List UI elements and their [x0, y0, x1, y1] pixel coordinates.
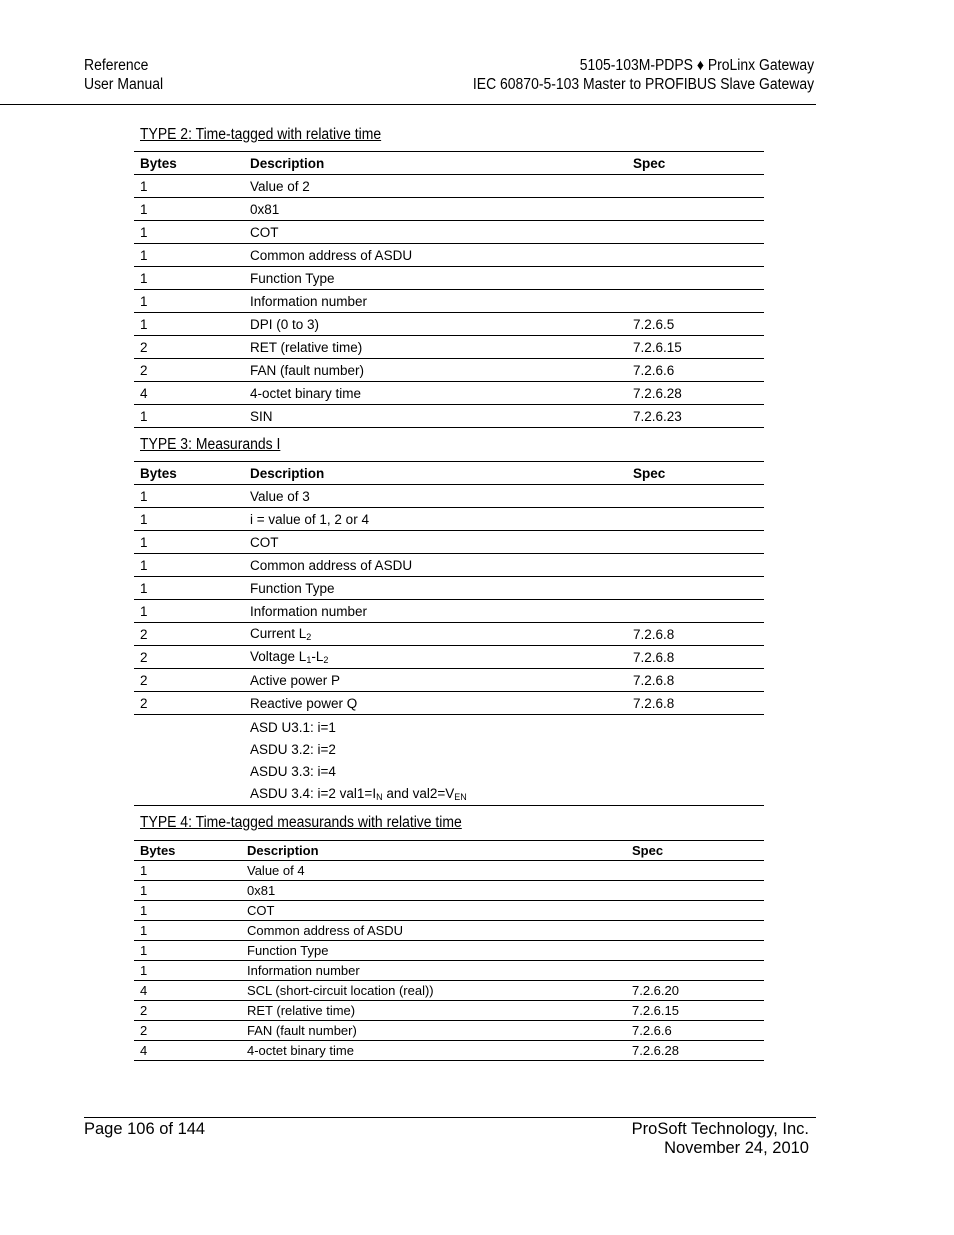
- cell-description: Information number: [247, 963, 360, 978]
- cell-bytes: 1: [140, 178, 148, 194]
- cell-spec: 7.2.6.6: [632, 1023, 672, 1038]
- cell-bytes: 1: [140, 201, 148, 217]
- cell-spec: 7.2.6.15: [632, 1003, 679, 1018]
- cell-description: Value of 2: [250, 178, 310, 194]
- cell-spec: [627, 175, 764, 198]
- cell-bytes: 4: [140, 1043, 148, 1058]
- cell-spec: [627, 290, 764, 313]
- cell-description: COT: [250, 224, 279, 240]
- note-line: ASDU 3.3: i=4: [250, 764, 336, 779]
- cell-description: Reactive power Q: [250, 695, 358, 711]
- table-row: [134, 577, 764, 600]
- cell-spec: 7.2.6.15: [633, 339, 682, 355]
- cell-spec: [627, 267, 764, 290]
- cell-description: Common address of ASDU: [250, 557, 413, 573]
- cell-description: Information number: [250, 603, 368, 619]
- column-header-description: Description: [250, 465, 325, 481]
- cell-description: Common address of ASDU: [247, 923, 404, 938]
- header-product-desc: IEC 60870-5-103 Master to PROFIBUS Slave Gateway: [472, 76, 814, 93]
- cell-spec: [627, 221, 764, 244]
- cell-description: Information number: [250, 293, 368, 309]
- cell-bytes: 2: [140, 672, 148, 688]
- type2-table: [134, 151, 764, 428]
- table-row: [134, 336, 764, 359]
- cell-spec: [626, 921, 764, 941]
- cell-bytes: 1: [140, 963, 148, 978]
- cell-description: Current $L_2$: [250, 626, 312, 642]
- cell-bytes: 4: [140, 385, 148, 401]
- table-header-row: [134, 462, 764, 485]
- table-row: [134, 1041, 764, 1061]
- table-row: [134, 267, 764, 290]
- cell-spec: [626, 881, 764, 901]
- table-row-notes: [134, 715, 764, 806]
- publish-date: November 24, 2010: [664, 1139, 809, 1157]
- header-divider: [0, 104, 816, 105]
- cell-description: 0x81: [247, 883, 276, 898]
- column-header-spec: Spec: [632, 843, 664, 858]
- table-row: [134, 600, 764, 623]
- table-row: [134, 508, 764, 531]
- cell-bytes: 2: [140, 339, 148, 355]
- cell-bytes: 2: [140, 626, 148, 642]
- cell-spec: [626, 901, 764, 921]
- cell-spec: 7.2.6.23: [633, 408, 682, 424]
- type3-table: [134, 461, 764, 806]
- cell-bytes: 1: [140, 247, 148, 263]
- cell-bytes: 2: [140, 362, 148, 378]
- cell-bytes: 1: [140, 293, 148, 309]
- cell-bytes: 1: [140, 511, 148, 527]
- cell-description: 4-octet binary time: [247, 1043, 354, 1058]
- table-row-active-power: [134, 669, 764, 692]
- cell-description: 0x81: [250, 201, 280, 217]
- footer-divider: [84, 1117, 816, 1118]
- table-row: [134, 861, 764, 881]
- cell-spec: [627, 508, 764, 531]
- cell-bytes: 1: [140, 270, 148, 286]
- cell-description: COT: [247, 903, 275, 918]
- cell-bytes: 4: [140, 983, 148, 998]
- cell-description: Value of 4: [247, 863, 305, 878]
- cell-spec: [627, 244, 764, 267]
- cell-bytes: 1: [140, 863, 148, 878]
- footer-right: [632, 1120, 809, 1158]
- cell-spec: 7.2.6.8: [633, 695, 675, 711]
- page-number: Page 106 of 144: [84, 1120, 206, 1138]
- type4-title: TYPE 4: Time-tagged measurands with relative time: [140, 814, 462, 831]
- cell-bytes: 1: [140, 943, 148, 958]
- cell-description: 4-octet binary time: [250, 385, 362, 401]
- cell-spec: 7.2.6.8: [633, 649, 675, 665]
- table-row: [134, 921, 764, 941]
- cell-bytes: 2: [140, 649, 148, 665]
- note-line: ASD U3.1: i=1: [250, 720, 336, 735]
- table-header-row: [134, 841, 764, 861]
- table-row-reactive-power: [134, 692, 764, 715]
- table-row: [134, 554, 764, 577]
- cell-description: SCL (short-circuit location (real)): [247, 983, 434, 998]
- company-name: ProSoft Technology, Inc.: [631, 1120, 809, 1138]
- cell-spec: 7.2.6.28: [633, 385, 682, 401]
- cell-spec: 7.2.6.8: [633, 626, 675, 642]
- cell-bytes: 1: [140, 603, 148, 619]
- table-row-voltage: [134, 646, 764, 669]
- header-right: [473, 56, 814, 94]
- asdu-notes: [244, 715, 627, 806]
- column-header-description: Description: [250, 155, 325, 171]
- cell-spec: [627, 198, 764, 221]
- cell-description: i = value of 1, 2 or 4: [250, 511, 369, 527]
- cell-description: RET (relative time): [247, 1003, 356, 1018]
- cell-description: Function Type: [250, 580, 335, 596]
- type3-title: TYPE 3: Measurands I: [140, 436, 281, 453]
- cell-spec: 7.2.6.5: [633, 316, 675, 332]
- column-header-bytes: Bytes: [140, 843, 176, 858]
- table-row: [134, 881, 764, 901]
- cell-spec: [626, 961, 764, 981]
- column-header-bytes: Bytes: [140, 465, 177, 481]
- header-doc-type: User Manual: [84, 76, 164, 93]
- cell-description: Active power P: [250, 672, 341, 688]
- cell-bytes: 2: [140, 1003, 148, 1018]
- cell-bytes: 1: [140, 923, 148, 938]
- table-row: [134, 405, 764, 428]
- header-section: Reference: [84, 57, 149, 74]
- cell-bytes: 1: [140, 557, 148, 573]
- column-header-spec: Spec: [633, 155, 666, 171]
- cell-description: Common address of ASDU: [250, 247, 413, 263]
- type4-table: [134, 840, 764, 1061]
- note-line: ASDU 3.2: i=2: [250, 742, 336, 757]
- table-row: [134, 221, 764, 244]
- cell-bytes: 1: [140, 316, 148, 332]
- cell-spec: [627, 485, 764, 508]
- cell-bytes: 1: [140, 580, 148, 596]
- cell-bytes: 1: [140, 903, 148, 918]
- table-row: [134, 531, 764, 554]
- cell-spec: [626, 941, 764, 961]
- table-row: [134, 290, 764, 313]
- cell-description: FAN (fault number): [250, 362, 365, 378]
- table-row: [134, 359, 764, 382]
- table-row: [134, 198, 764, 221]
- cell-description: DPI (0 to 3): [250, 316, 320, 332]
- table-header-row: [134, 152, 764, 175]
- header-product: 5105-103M-PDPS ♦ ProLinx Gateway: [579, 57, 814, 74]
- cell-bytes: 1: [140, 488, 148, 504]
- cell-description: SIN: [250, 408, 273, 424]
- cell-description: Value of 3: [250, 488, 310, 504]
- cell-bytes: 1: [140, 408, 148, 424]
- table-row-current: [134, 623, 764, 646]
- table-row: [134, 485, 764, 508]
- table-row: [134, 901, 764, 921]
- cell-spec: [627, 577, 764, 600]
- cell-spec: 7.2.6.28: [632, 1043, 679, 1058]
- table-row: [134, 244, 764, 267]
- cell-bytes: 1: [140, 534, 148, 550]
- cell-description: Function Type: [250, 270, 335, 286]
- table-row: [134, 981, 764, 1001]
- cell-bytes: 2: [140, 1023, 148, 1038]
- table-row: [134, 1021, 764, 1041]
- cell-spec: 7.2.6.6: [633, 362, 675, 378]
- table-row: [134, 313, 764, 336]
- type2-title: TYPE 2: Time-tagged with relative time: [140, 126, 382, 143]
- column-header-spec: Spec: [633, 465, 666, 481]
- cell-spec: [627, 600, 764, 623]
- cell-description: FAN (fault number): [247, 1023, 357, 1038]
- table-row: [134, 175, 764, 198]
- cell-bytes: 2: [140, 695, 148, 711]
- cell-bytes: 1: [140, 224, 148, 240]
- cell-description: RET (relative time): [250, 339, 363, 355]
- header-left: [84, 56, 163, 94]
- cell-spec: [627, 554, 764, 577]
- column-header-bytes: Bytes: [140, 155, 177, 171]
- note-line: ASDU 3.4: i=2 $val1=I_N$ and $val2=V_{EN}$: [250, 786, 467, 802]
- table-row: [134, 382, 764, 405]
- column-header-description: Description: [247, 843, 319, 858]
- table-row: [134, 1001, 764, 1021]
- cell-spec: 7.2.6.8: [633, 672, 675, 688]
- cell-description: Function Type: [247, 943, 329, 958]
- cell-bytes: 1: [140, 883, 148, 898]
- cell-description: COT: [250, 534, 279, 550]
- cell-spec: [626, 861, 764, 881]
- cell-description: Voltage $L_1-L_2$: [250, 649, 329, 665]
- cell-spec: 7.2.6.20: [632, 983, 679, 998]
- cell-spec: [627, 531, 764, 554]
- table-row: [134, 961, 764, 981]
- table-row: [134, 941, 764, 961]
